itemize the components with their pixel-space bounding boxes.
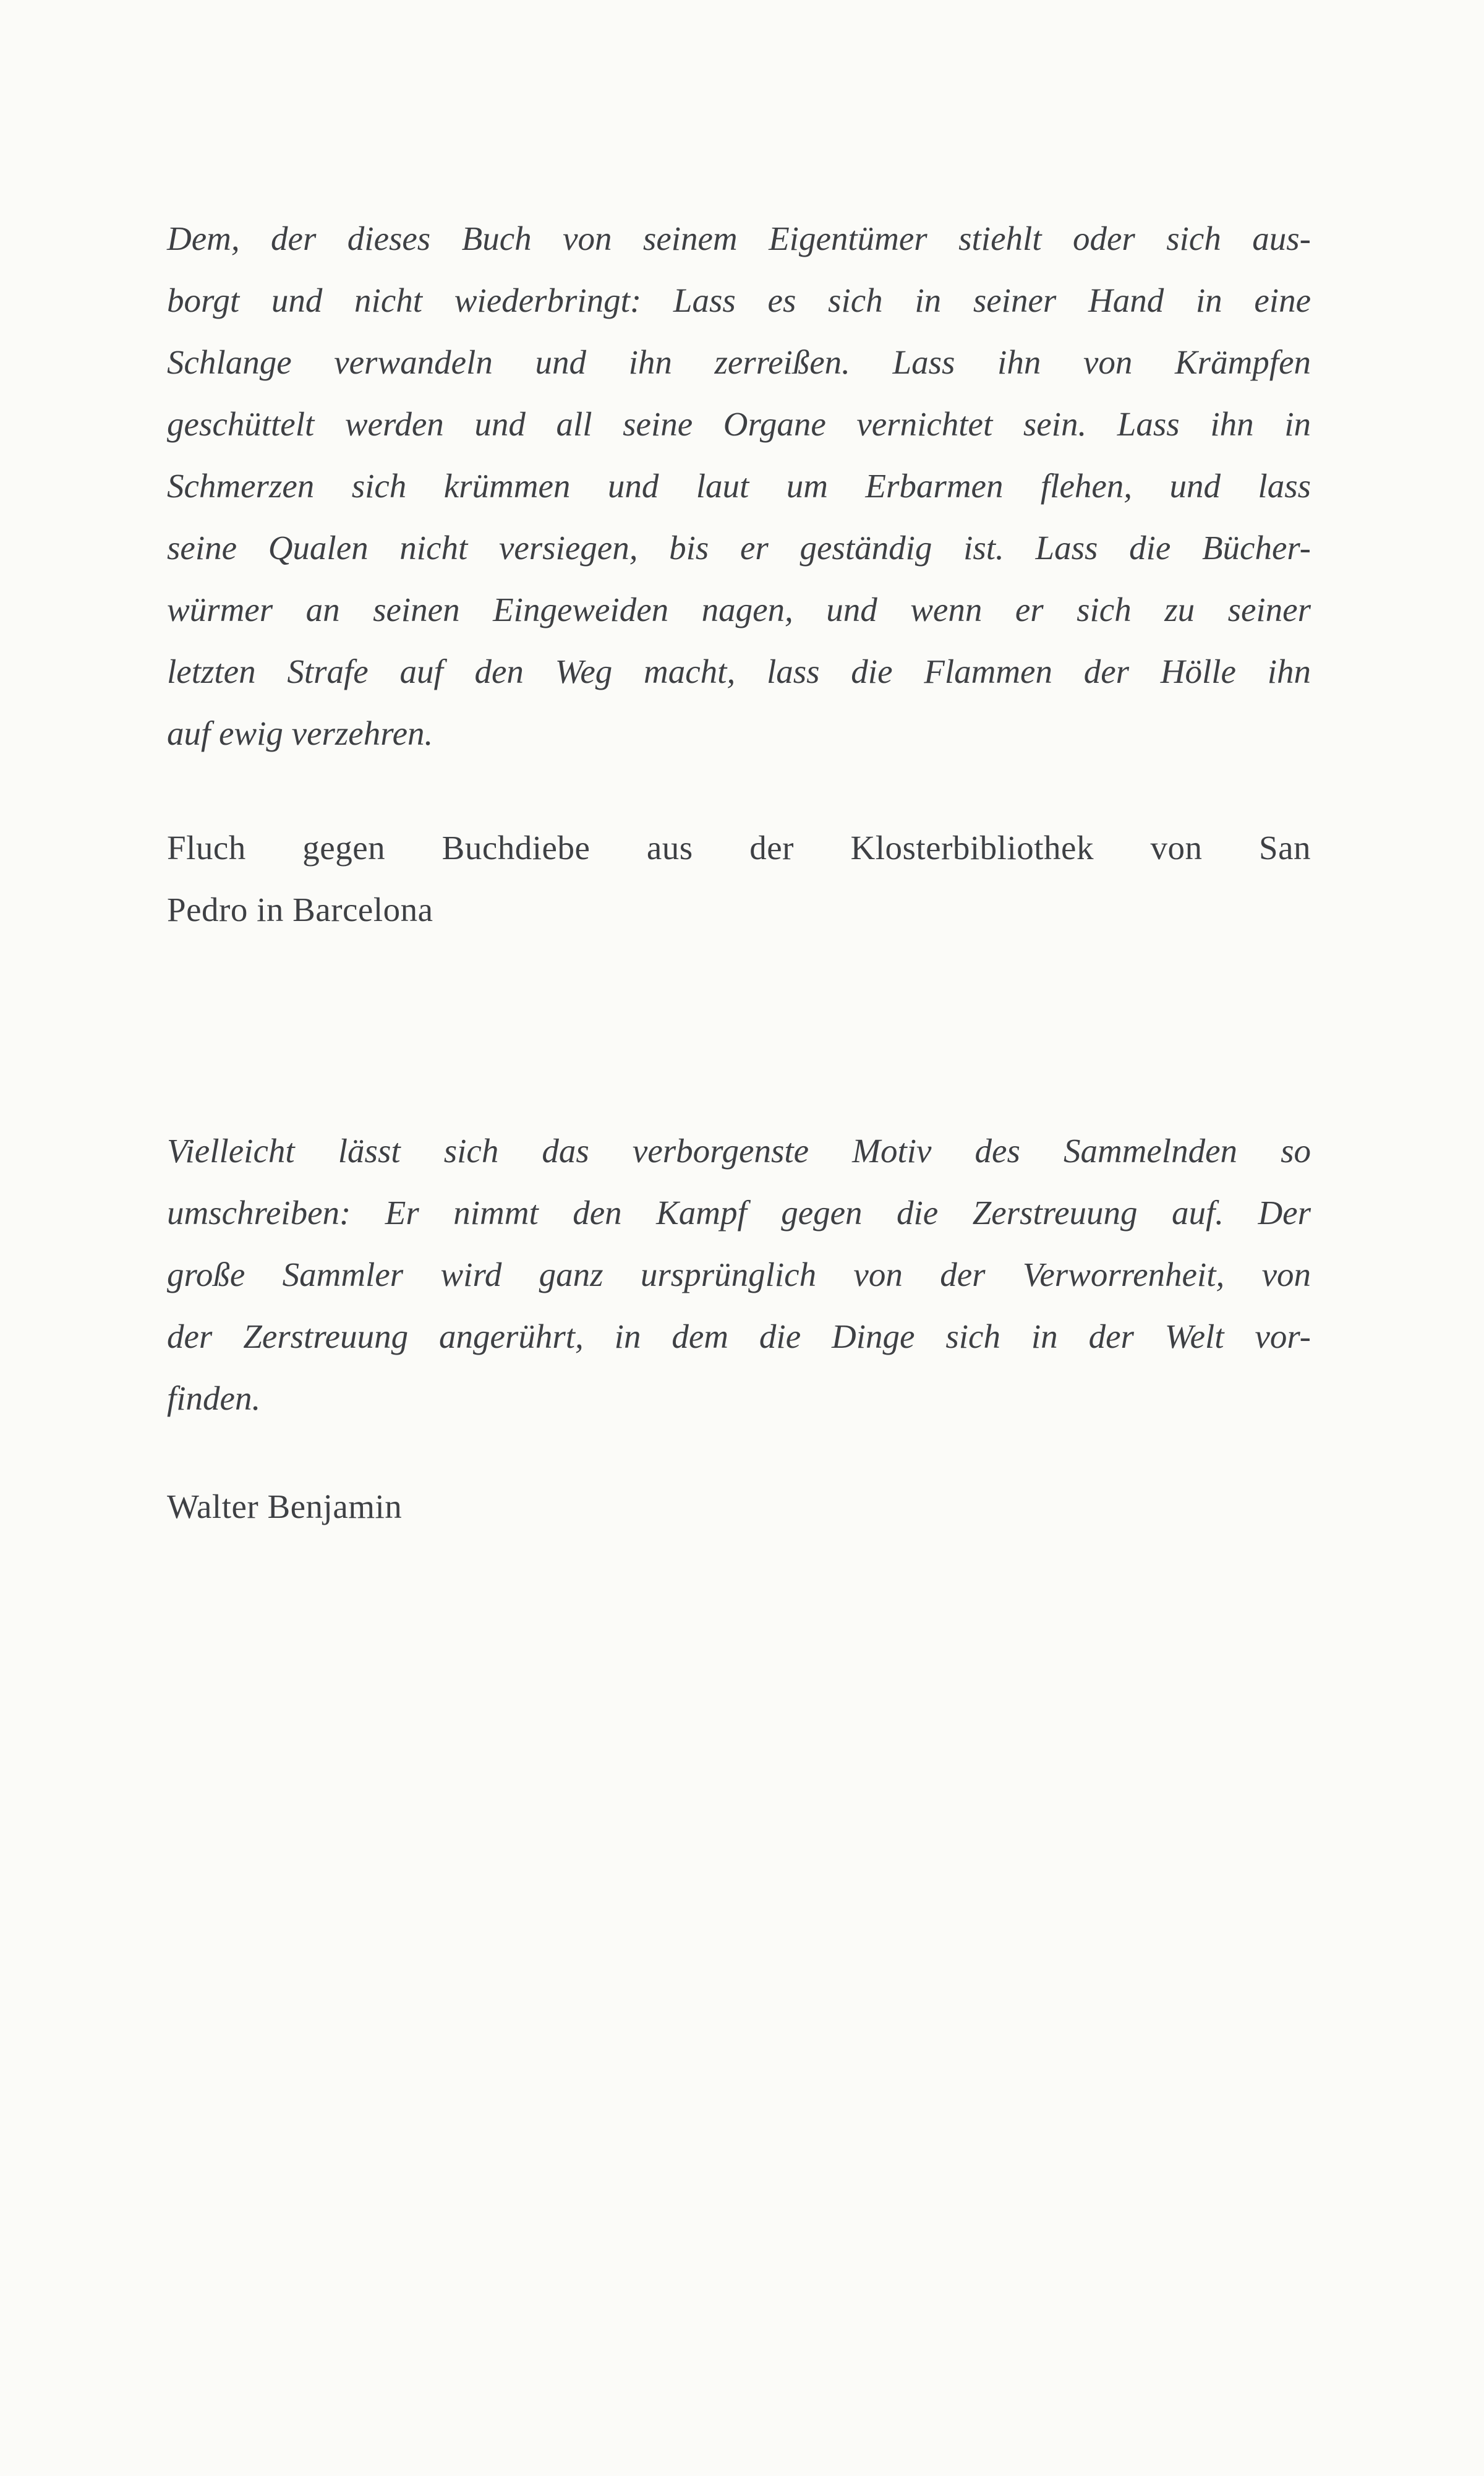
quote-line: finden. (167, 1379, 261, 1417)
curse-attribution (167, 817, 1311, 941)
quote-line: würmer an seinen Eingeweiden nagen, und wenn er sich zu seiner (167, 591, 1311, 628)
quote-line: Schmerzen sich krümmen und laut um Erbarmen flehen, und lass (167, 467, 1311, 505)
quote-line: Schlange verwandeln und ihn zerreißen. Lass ihn von Krämpfen (167, 343, 1311, 381)
collector-attribution (167, 1476, 1311, 1538)
quote-line: der Zerstreuung angerührt, in dem die Dinge sich in der Welt vor- (167, 1317, 1311, 1355)
quote-line: Vielleicht lässt sich das verborgenste Motiv des Sammelnden so (167, 1132, 1311, 1170)
attribution-line: Fluch gegen Buchdiebe aus der Klosterbibliothek von San (167, 829, 1311, 867)
quote-line: auf ewig verzehren. (167, 714, 433, 752)
quote-line: seine Qualen nicht versiegen, bis er geständig ist. Lass die Bücher- (167, 529, 1311, 567)
quote-line: große Sammler wird ganz ursprünglich von der Verworrenheit, von (167, 1256, 1311, 1293)
quote-line: geschüttelt werden und all seine Organe vernichtet sein. Lass ihn in (167, 405, 1311, 443)
quote-line: borgt und nicht wiederbringt: Lass es sich in seiner Hand in eine (167, 281, 1311, 319)
attribution-line: Walter Benjamin (167, 1488, 403, 1525)
attribution-line: Pedro in Barcelona (167, 891, 433, 928)
quote-line: letzten Strafe auf den Weg macht, lass die Flammen der Hölle ihn (167, 653, 1311, 690)
quote-line: Dem, der dieses Buch von seinem Eigentümer stiehlt oder sich aus- (167, 220, 1311, 257)
curse-quote (167, 208, 1311, 765)
quote-line: umschreiben: Er nimmt den Kampf gegen die Zerstreuung auf. Der (167, 1194, 1311, 1232)
page-content (167, 208, 1311, 1538)
collector-quote (167, 1120, 1311, 1429)
